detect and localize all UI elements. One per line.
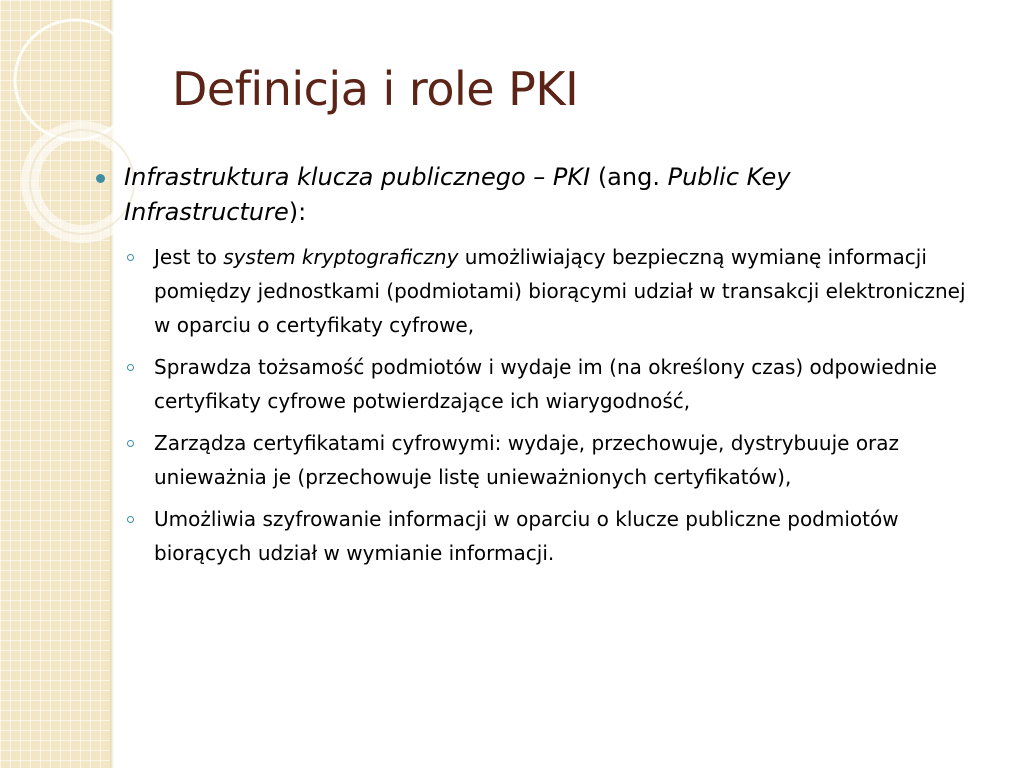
main-bullet-text-end: ): bbox=[288, 198, 307, 226]
bullet-ring-icon bbox=[127, 254, 134, 261]
sub-bullet-item bbox=[124, 240, 976, 342]
sub-bullet-text: umożliwiający bezpieczną wymianę informacji pomiędzy jednostkami (podmiotami) biorącymi udział w transakcji elektronicznej w oparciu o certyfikaty cyfrowe, bbox=[154, 245, 966, 337]
main-bullet-english-term: Public Key Infrastructure bbox=[124, 163, 791, 226]
bullet-ring-icon bbox=[127, 440, 134, 447]
sub-bullet-text: Umożliwia szyfrowanie informacji w oparciu o klucze publiczne podmiotów biorących udział w wymianie informacji. bbox=[154, 507, 899, 565]
slide-content bbox=[96, 160, 976, 578]
bullet-ring-icon bbox=[127, 516, 134, 523]
sub-bullet-item bbox=[124, 350, 976, 418]
main-bullet-text: (ang. bbox=[590, 163, 668, 191]
sub-bullet-text: Zarządza certyfikatami cyfrowymi: wydaje, przechowuje, dystrybuuje oraz unieważnia je (przechowuje listę unieważnionych certyfikatów), bbox=[154, 431, 900, 489]
sub-bullet-italic-term: system kryptograficzny bbox=[223, 245, 459, 269]
slide-title: Definicja i role PKI bbox=[172, 62, 579, 116]
sub-bullet-text: Sprawdza tożsamość podmiotów i wydaje im (na określony czas) odpowiednie certyfikaty cyfrowe potwierdzające ich wiarygodność, bbox=[154, 355, 937, 413]
sub-bullet-list bbox=[96, 240, 976, 570]
main-bullet bbox=[96, 160, 976, 230]
bullet-dot-icon bbox=[96, 174, 105, 183]
sub-bullet-text: Jest to bbox=[154, 245, 224, 269]
bullet-ring-icon bbox=[127, 364, 134, 371]
main-bullet-term: Infrastruktura klucza publicznego – PKI bbox=[124, 163, 591, 191]
sub-bullet-item bbox=[124, 426, 976, 494]
sub-bullet-item bbox=[124, 502, 976, 570]
